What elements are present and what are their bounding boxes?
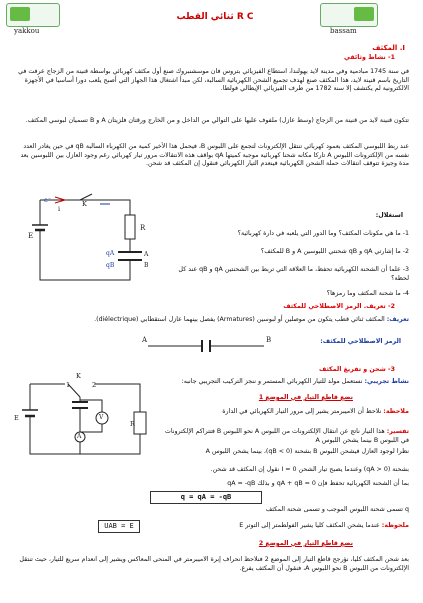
question-4: 4- ما شحنة المكثف وما رمزها؟ bbox=[326, 290, 409, 297]
section-heading bbox=[372, 44, 405, 53]
question-3: 3- علما أن الشحنة الكهربائية تحفظ، ما العلاقة التي تربط بين الشحنتين qA و qB عند كل لحظة؟ bbox=[178, 266, 409, 282]
paragraph-history: في سنة 1745 مبادمية وفي مدينة لايد بهولندا، استطاع الفيزيائي بتروس فان موسشنبروك صنع أول مكثف كهربائي بواسطة قنينة من الزجاج عرفت في التاريخ باسم قنينة لايد، هذا المكثف صنع لهدف تجميع الشحن الكهربائية السالبة، لكن مبدأ اشتغال هذا الجهاز التي أصبح يلعب دورا أساسيا في الأجهزة الالكترونية لم يكتشف إلا سنة 1782 من طرف الفيزيائي الإيطالي فولطا. bbox=[18, 68, 409, 93]
charging-circuit-diagram bbox=[30, 190, 165, 290]
step-2: نضع قاطع التيار في الموضع 2 bbox=[258, 540, 353, 547]
charge-b-label: qB bbox=[106, 262, 115, 269]
note-label: ملحوظة: bbox=[381, 522, 409, 529]
position-2-label: 2 bbox=[92, 381, 97, 389]
header bbox=[0, 0, 423, 40]
discharge-paragraph: بعد شحن المكثف كليا، نؤرجح قاطع التيار إلى الموضع 2 فنلاحظ انحراف إبرة الاميبرمتر في المنحى المعاكس ويشير إلى انعدام سريع للتيار، حيث تنتقل الإلكترونات من اللبوس B نحو اللبوس A، فنقول أن المكثف يفرغ. bbox=[19, 556, 409, 572]
generator-e-label: E bbox=[14, 414, 19, 422]
note-text: عندما يشحن المكثف كليا يشير الفولطمتر إلى التوتر E bbox=[239, 522, 380, 529]
subheading-2: 2- تعريف. الرمز الاصطلاحي للمكثف bbox=[283, 303, 395, 310]
plate-b-label: B bbox=[144, 262, 149, 269]
current-label: i bbox=[58, 205, 61, 213]
resistor-r-label: R bbox=[130, 420, 135, 428]
question-1: 1- ما هي مكونات المكثف؟ وما الدور التي يلعبه في دارة كهربائية؟ bbox=[237, 230, 409, 237]
voltage-equation: UAB = E bbox=[98, 520, 140, 533]
observation-label: ملاحظة: bbox=[383, 408, 409, 415]
interpretation bbox=[157, 428, 409, 445]
capacitor-symbol bbox=[138, 338, 278, 354]
questions-title: استغلال: bbox=[375, 212, 403, 219]
interpretation-text-3: بشحنة (qA > 0) وعندما يصبح تيار الشحن I = 0 نقول إن المكثف قد شحن. bbox=[210, 466, 409, 473]
interpretation-label: تفسير: bbox=[386, 428, 409, 435]
symbol-label: الرمز الاصطلاحي للمكثف: bbox=[320, 338, 401, 345]
paragraph-charging: عند ربط اللبوسي المكثف بعمود كهربائي تنتقل الإلكترونات لتجمع على اللبوس B، فيحمل هذا الأخير كمية من الكهرباء السالبة qB في حين يغادر العدد نفسه من الإلكترونات اللبوس A تاركا مكانه شحنا كهربائية موجبة كميتها qA بواقف هذه الانتقالات مرور تيار كهربائي رغم وجود العازل بين اللبوسين بعد مدة وجيزة تتوقف انتقالات حملة الشحن الكهربائية فينعدم التيار الكهربائي فنقول إن المكثف قد شحن. bbox=[20, 143, 409, 168]
interpretation-text-5: q تسمى شحنة اللبوس الموجب و تسمى شحنة المكثف bbox=[265, 506, 409, 513]
step-1: نضع قاطع التيار في الموضع 1 bbox=[258, 394, 353, 401]
activity-label: نشاط تجريبي: bbox=[364, 378, 409, 385]
paragraph-leyden-jar: تتكون قنينة لايد من قنينة من الزجاج (وسط عازل) ملفوف عليها على التوالي من الداخل و من الخارج ورقتان فلزيتان A و B تسميان لبوسي المكثف. bbox=[25, 117, 409, 124]
observation bbox=[157, 408, 409, 417]
symbol-a-label: A bbox=[142, 336, 148, 344]
interpretation-text-1: هذا التيار ناتج عن انتقال الإلكترونات من اللبوس A نحو اللبوس B فتتراكم الإلكترونات في اللبوس B بينما يشحن اللبوس A bbox=[164, 428, 409, 444]
voltmeter-label: V bbox=[99, 414, 104, 421]
charge-a-label: qA bbox=[106, 250, 115, 257]
subheading-1: 1- نشاط وثائقي bbox=[344, 54, 395, 61]
symbol-b-label: B bbox=[266, 336, 272, 344]
interpretation-text-4: بما أن الشحنة الكهربائية تحفظ فإن qA + qB = 0 و بذلك qA = -qB bbox=[227, 480, 409, 487]
right-logo bbox=[320, 3, 378, 27]
switch-k-label: K bbox=[76, 372, 81, 380]
page-title: ثنائي القطب R C bbox=[176, 12, 254, 22]
activity bbox=[149, 378, 409, 387]
subheading-3: 3- شحن و تفريغ المكثف bbox=[318, 366, 395, 373]
definition bbox=[15, 316, 409, 325]
section-number: I. bbox=[399, 44, 405, 52]
activity-text: نستعمل مولد للتيار الكهربائي المستمر و ننجز التركيب التجريبي جانبه: bbox=[181, 378, 363, 385]
observation-text: نلاحظ أن الاميبرمتر يشير إلى مرور التيار الكهربائي في الدارة bbox=[222, 408, 382, 415]
position-1-label: 1 bbox=[66, 381, 71, 389]
definition-text: المكثف ثنائي قطب يتكون من موصلين أو لبوسين (Armatures) يفصل بينهما عازل استقطابي (diélectrique). bbox=[94, 316, 385, 323]
ammeter-label: A bbox=[77, 433, 82, 440]
switch-label: K bbox=[82, 200, 87, 208]
charge-discharge-circuit bbox=[20, 372, 160, 462]
definition-label: تعريف: bbox=[386, 316, 409, 323]
left-logo bbox=[6, 3, 60, 27]
section-title: المكثف bbox=[372, 44, 398, 52]
left-author-name: yakkou bbox=[14, 27, 40, 35]
electron-label: e⁻ bbox=[44, 196, 52, 204]
right-author-name: bassam bbox=[330, 27, 357, 35]
plate-a-label: A bbox=[144, 251, 149, 258]
resistor-label: R bbox=[140, 224, 146, 232]
charge-equation: q = qA = -qB bbox=[150, 491, 262, 504]
interpretation-text-2: نظرا لوجود العازل فيشحن اللبوس B بشحنة (qB < 0)، بينما يشحن اللبوس A bbox=[205, 448, 409, 455]
note bbox=[15, 522, 409, 531]
generator-label: E bbox=[28, 232, 34, 240]
question-2: 2- ما إشارتي qA و qB شحنتي اللبوسين A و B للمكثف؟ bbox=[260, 248, 409, 255]
